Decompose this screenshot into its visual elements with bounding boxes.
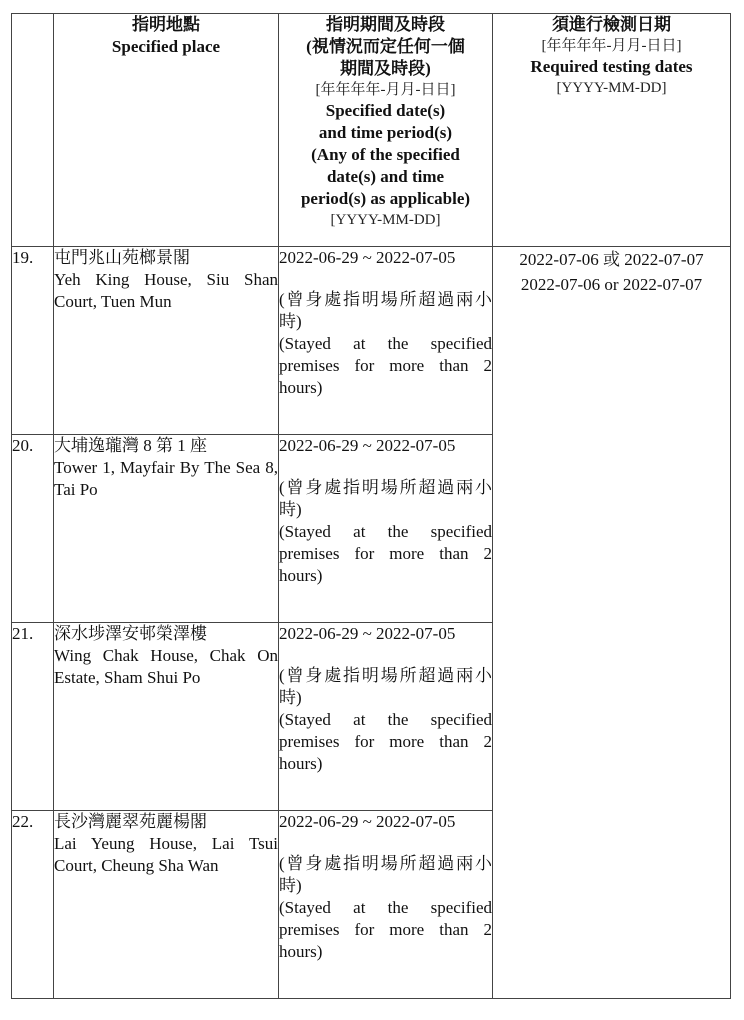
period-cell: 2022-06-29 ~ 2022-07-05 (曾身處指明場所超過兩小時) (Stayed at the specified premises for more than 2 hours) [279, 623, 493, 811]
row-number: 20. [12, 435, 54, 623]
period-cell: 2022-06-29 ~ 2022-07-05 (曾身處指明場所超過兩小時) (Stayed at the specified premises for more than 2 hours) [279, 811, 493, 999]
header-period-cell: 指明期間及時段 (視情況而定任何一個 期間及時段) [年年年年-月月-日日] Specified date(s) and time period(s) (Any of the specified date(s) and time period(s) as applicable) [YYYY-MM-DD] [279, 14, 493, 247]
specified-places-table [11, 13, 731, 999]
table-row [12, 247, 731, 435]
place-cell: 大埔逸瓏灣 8 第 1 座 Tower 1, Mayfair By The Sea 8, Tai Po [54, 435, 279, 623]
row-number: 21. [12, 623, 54, 811]
header-number-cell [12, 14, 54, 247]
header-testing-cell: 須進行檢測日期 [年年年年-月月-日日] Required testing dates [YYYY-MM-DD] [493, 14, 731, 247]
period-cell: 2022-06-29 ~ 2022-07-05 (曾身處指明場所超過兩小時) (Stayed at the specified premises for more than 2 hours) [279, 435, 493, 623]
place-cell: 屯門兆山苑榔景閣 Yeh King House, Siu Shan Court, Tuen Mun [54, 247, 279, 435]
table-header-row [12, 14, 731, 247]
period-cell: 2022-06-29 ~ 2022-07-05 (曾身處指明場所超過兩小時) (Stayed at the specified premises for more than 2 hours) [279, 247, 493, 435]
row-number: 19. [12, 247, 54, 435]
header-place-cell: 指明地點 Specified place [54, 14, 279, 247]
testing-dates-cell: 2022-07-06 或 2022-07-07 2022-07-06 or 2022-07-07 [493, 247, 731, 999]
row-number: 22. [12, 811, 54, 999]
place-cell: 深水埗澤安邨榮澤樓 Wing Chak House, Chak On Estate, Sham Shui Po [54, 623, 279, 811]
place-cell: 長沙灣麗翠苑麗楊閣 Lai Yeung House, Lai Tsui Court, Cheung Sha Wan [54, 811, 279, 999]
